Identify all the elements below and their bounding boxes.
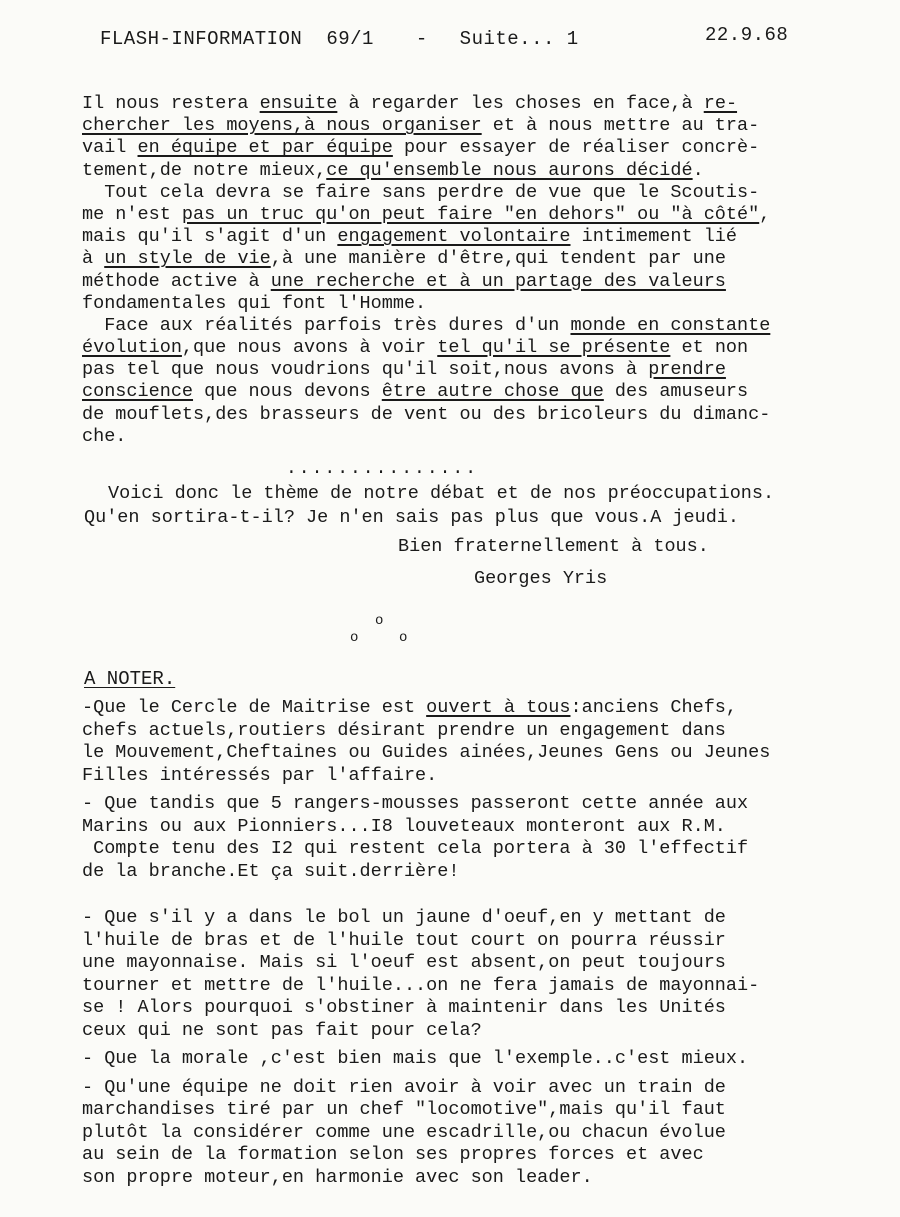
text-line [82,816,872,839]
text-segment: Filles intéressés par l'affaire. [82,764,438,786]
note-item [82,1077,872,1190]
header-date: 22.9.68 [705,24,789,46]
text-segment: tement,de notre mieux, [82,159,327,181]
underlined-phrase: monde en constante [570,314,771,336]
text-line [82,293,862,315]
closing-line: Qu'en sortira-t-il? Je n'en sais pas plus que vous.A jeudi. [84,507,740,528]
text-line [82,1048,872,1071]
header-dash: - [415,28,428,50]
underlined-phrase: re- [703,93,738,114]
text-line [82,838,872,861]
note-item [82,697,872,787]
underlined-phrase: ensuite [259,93,338,114]
text-segment: une mayonnaise. Mais si l'oeuf est absent,on peut toujours [82,952,726,973]
text-segment: l'huile de bras et de l'huile tout court on pourra réussir [82,929,726,951]
text-segment: tourner et mettre de l'huile...on ne fera jamais de mayonnai- [82,974,760,996]
text-line [82,697,872,720]
text-segment: marchandises tiré par un chef "locomotive",mais qu'il faut [82,1099,726,1120]
ornament-circle: o [350,630,359,646]
text-segment: le Mouvement,Cheftaines ou Guides ainées,Jeunes Gens ou Jeunes [82,742,771,763]
text-line [82,404,862,426]
underlined-phrase: engagement volontaire [337,226,571,248]
greeting: Bien fraternellement à tous. [398,536,709,557]
text-line [82,765,872,788]
text-segment: pas tel que nous voudrions qu'il soit,nous avons à [82,359,649,381]
text-segment: ceux qui ne sont pas fait pour cela? [82,1019,482,1041]
text-segment: de mouflets,des brasseurs de vent ou des bricoleurs du dimanc- [82,403,771,425]
text-line [82,793,872,816]
text-segment: Face aux réalités parfois très dures d'un [82,314,571,336]
text-segment: des amuseurs [603,381,749,403]
underlined-phrase: un style de vie [104,248,271,270]
text-segment: au sein de la formation selon ses propres forces et avec [82,1144,704,1165]
header-suite: Suite... 1 [459,28,579,50]
text-line [82,204,862,226]
text-line [82,720,872,743]
text-line [82,381,862,403]
text-line [82,226,862,248]
text-line [82,426,862,448]
text-segment: . [692,159,704,181]
text-segment: et à nous mettre au tra- [481,115,760,137]
text-line [82,359,862,381]
text-segment: - Que tandis que 5 rangers-mousses passeront cette année aux [82,793,749,814]
text-segment: son propre moteur,en harmonie avec son leader. [82,1166,593,1188]
text-line [82,952,872,975]
text-segment: que nous devons [193,381,382,403]
text-segment: Marins ou aux Pionniers...I8 louveteaux monteront aux R.M. [82,815,726,837]
text-line [82,907,872,930]
separator-dots: ............... [286,459,479,479]
text-segment: plutôt la considérer comme une escadrille,ou chacun évolue [82,1121,726,1143]
text-segment: ,que nous avons à voir [181,337,438,359]
text-segment: me n'est [82,203,182,225]
text-line [82,742,872,765]
document-header [100,24,789,50]
signature: Georges Yris [474,568,608,589]
text-segment: à regarder les choses en face,à [337,93,704,114]
note-item [82,907,872,1042]
text-line [82,337,862,359]
ornament-circle: o [375,613,384,629]
underlined-phrase: chercher les moyens,à nous organiser [82,115,482,137]
text-segment: - Qu'une équipe ne doit rien avoir à voir avec un train de [82,1076,726,1098]
text-line [82,115,862,137]
text-segment: intimement lié [570,226,738,248]
text-segment: à [82,248,105,270]
text-line [82,975,872,998]
text-line [82,271,862,293]
text-line [82,93,862,115]
text-line [82,315,862,337]
ornament-circle: o [399,630,408,646]
text-segment: ,à une manière d'être,qui tendent par une [270,248,726,270]
text-segment: Compte tenu des I2 qui restent cela portera à 30 l'effectif [82,838,749,859]
note-item [82,793,872,883]
text-line [82,1167,872,1190]
underlined-phrase: tel qu'il se présente [437,337,671,359]
note-item [82,1048,872,1071]
text-segment: Tout cela devra se faire sans perdre de vue que le Scoutis- [82,181,760,203]
text-line [82,861,872,884]
text-segment: che. [82,425,127,447]
underlined-phrase: ouvert à tous [426,697,571,718]
underlined-phrase: prendre [648,359,726,381]
text-line [82,1077,872,1100]
underlined-phrase: pas un truc qu'on peut faire "en dehors" ou "à côté" [181,203,760,225]
underlined-phrase: conscience [82,381,194,403]
text-segment: mais qu'il s'agit d'un [82,226,338,248]
closing-line: Voici donc le thème de notre débat et de nos préoccupations. [108,483,775,504]
text-line [82,137,862,159]
text-segment: -Que le Cercle de Maitrise est [82,697,427,718]
text-line [82,997,872,1020]
text-line [82,1099,872,1122]
text-line [82,160,862,182]
header-number: 69/1 [326,28,374,50]
header-title: FLASH-INFORMATION [100,28,303,50]
text-segment: pour essayer de réaliser concrè- [392,137,760,159]
text-segment: et non [670,337,749,359]
text-segment: :anciens Chefs, [570,697,738,718]
underlined-phrase: en équipe et par équipe [137,137,393,159]
text-line [82,1020,872,1043]
text-segment: Il nous restera [82,93,260,114]
note-spacer [82,889,872,907]
text-segment: méthode active à [82,270,271,292]
body-paragraphs [82,93,862,448]
underlined-phrase: évolution [82,337,182,359]
text-segment: - Que s'il y a dans le bol un jaune d'oeuf,en y mettant de [82,907,726,928]
text-segment: fondamentales qui font l'Homme. [82,292,427,314]
text-line [82,1144,872,1167]
closing-paragraph [84,482,775,530]
underlined-phrase: une recherche et à un partage des valeurs [270,270,726,292]
text-segment: chefs actuels,routiers désirant prendre un engagement dans [82,719,726,741]
text-segment: se ! Alors pourquoi s'obstiner à maintenir dans les Unités [82,997,726,1018]
text-segment: vail [82,137,138,159]
underlined-phrase: être autre chose que [381,381,604,403]
text-segment: de la branche.Et ça suit.derrière! [82,860,460,882]
text-line [82,182,862,204]
text-line [82,1122,872,1145]
notes-title: A NOTER. [84,668,176,690]
text-segment: - Que la morale ,c'est bien mais que l'exemple..c'est mieux. [82,1048,749,1069]
underlined-phrase: ce qu'ensemble nous aurons décidé [326,159,693,181]
notes-list [82,697,872,1195]
text-line [82,248,862,270]
text-line [82,930,872,953]
text-segment: , [759,203,771,225]
